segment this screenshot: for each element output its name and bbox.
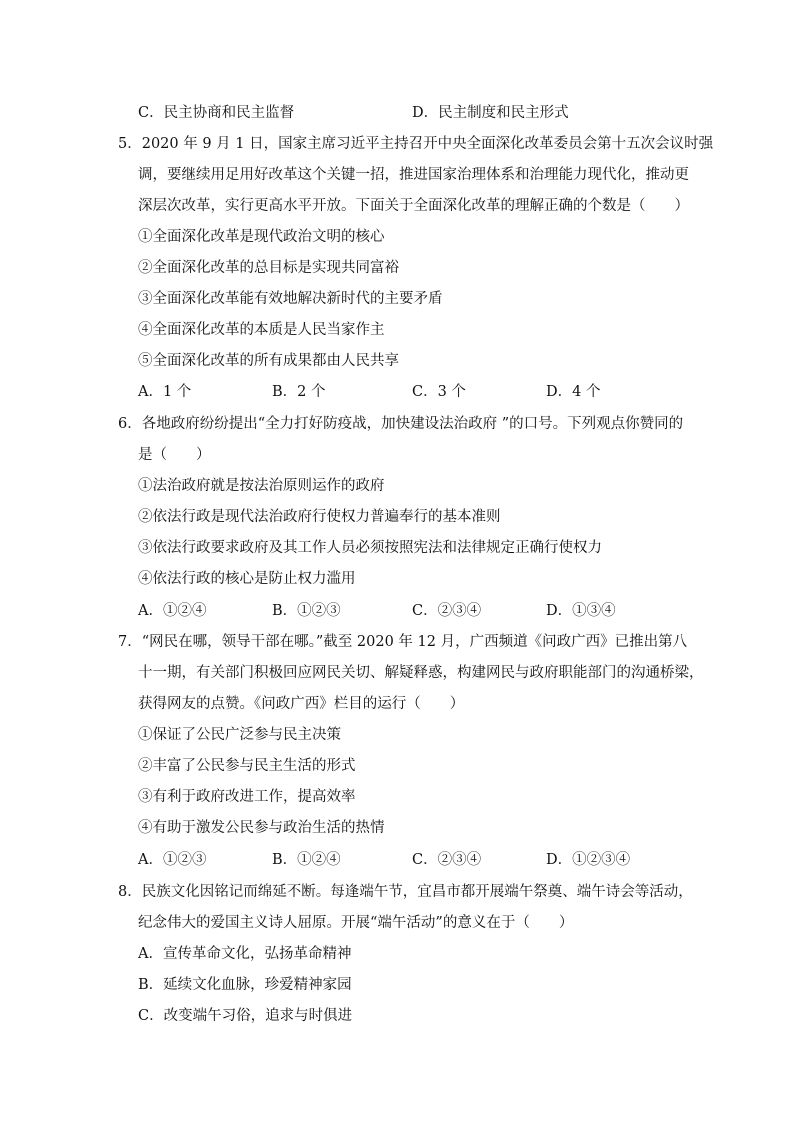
question-stem-line: 是（ ） [138,447,211,463]
statement-item: ①全面深化改革是现代政治文明的核心 [138,229,385,245]
option-a: A．①②③ [138,852,207,868]
option-d: D．①②③④ [546,852,631,868]
question-stem-line: 调，要继续用足用好改革这个关键一招，推进国家治理体系和治理能力现代化，推动更 [138,167,689,183]
option-d: D．4 个 [546,384,601,400]
statement-item: ③依法行政要求政府及其工作人员必须按照宪法和法律规定正确行使权力 [138,540,602,556]
option-c: C．改变端午习俗，追求与时俱进 [138,1008,353,1024]
statement-item: ⑤全面深化改革的所有成果都由人民共享 [138,353,399,369]
option-b: B．①②③ [272,603,341,619]
question-stem-line: 十一期，有关部门积极回应网民关切、解疑释惑，构建网民与政府职能部门的沟通桥梁， [138,665,704,681]
question-stem-line: 5．2020 年 9 月 1 日，国家主席习近平主持召开中央全面深化改革委员会第十五次会议时强 [118,136,714,152]
statement-item: ②丰富了公民参与民主生活的形式 [138,758,356,774]
option-a: A．宣传革命文化，弘扬革命精神 [138,946,352,962]
option-b: B．延续文化血脉，珍爱精神家园 [138,977,352,993]
statement-item: ②依法行政是现代法治政府行使权力普遍奉行的基本准则 [138,509,501,525]
option-c: C．②③④ [412,603,482,619]
statement-item: ②全面深化改革的总目标是实现共同富裕 [138,260,399,276]
option-a: A．①②④ [138,603,207,619]
question-stem-line: 7．“网民在哪，领导干部在哪。”截至 2020 年 12 月，广西频道《问政广西》已推出第八 [118,634,688,650]
question-stem-line: 深层次改革，实行更高水平开放。下面关于全面深化改革的理解正确的个数是（ ） [138,198,689,214]
statement-item: ④有助于激发公民参与政治生活的热情 [138,820,385,836]
statement-item: ①保证了公民广泛参与民主决策 [138,727,341,743]
question-stem-line: 纪念伟大的爱国主义诗人屈原。开展“端午活动”的意义在于（ ） [138,915,574,931]
statement-item: ①法治政府就是按法治原则运作的政府 [138,478,385,494]
option-b: B．2 个 [272,384,326,400]
option-c: C．②③④ [412,852,482,868]
question-stem-line: 获得网友的点赞。《问政广西》栏目的运行（ ） [138,696,465,712]
statement-item: ③全面深化改革能有效地解决新时代的主要矛盾 [138,291,443,307]
option-b: B．①②④ [272,852,341,868]
option-a: A．1 个 [138,384,192,400]
statement-item: ③有利于政府改进工作，提高效率 [138,789,356,805]
statement-item: ④依法行政的核心是防止权力滥用 [138,571,356,587]
statement-item: ④全面深化改革的本质是人民当家作主 [138,322,385,338]
option-d: D．民主制度和民主形式 [412,105,569,121]
question-stem-line: 6．各地政府纷纷提出“全力打好防疫战，加快建设法治政府 ”的口号。下列观点你赞同的 [118,416,684,432]
option-d: D．①③④ [546,603,616,619]
option-c: C．3 个 [412,384,466,400]
question-stem-line: 8．民族文化因铭记而绵延不断。每逢端午节，宜昌市都开展端午祭奠、端午诗会等活动， [118,884,693,900]
option-c: C．民主协商和民主监督 [138,105,295,121]
